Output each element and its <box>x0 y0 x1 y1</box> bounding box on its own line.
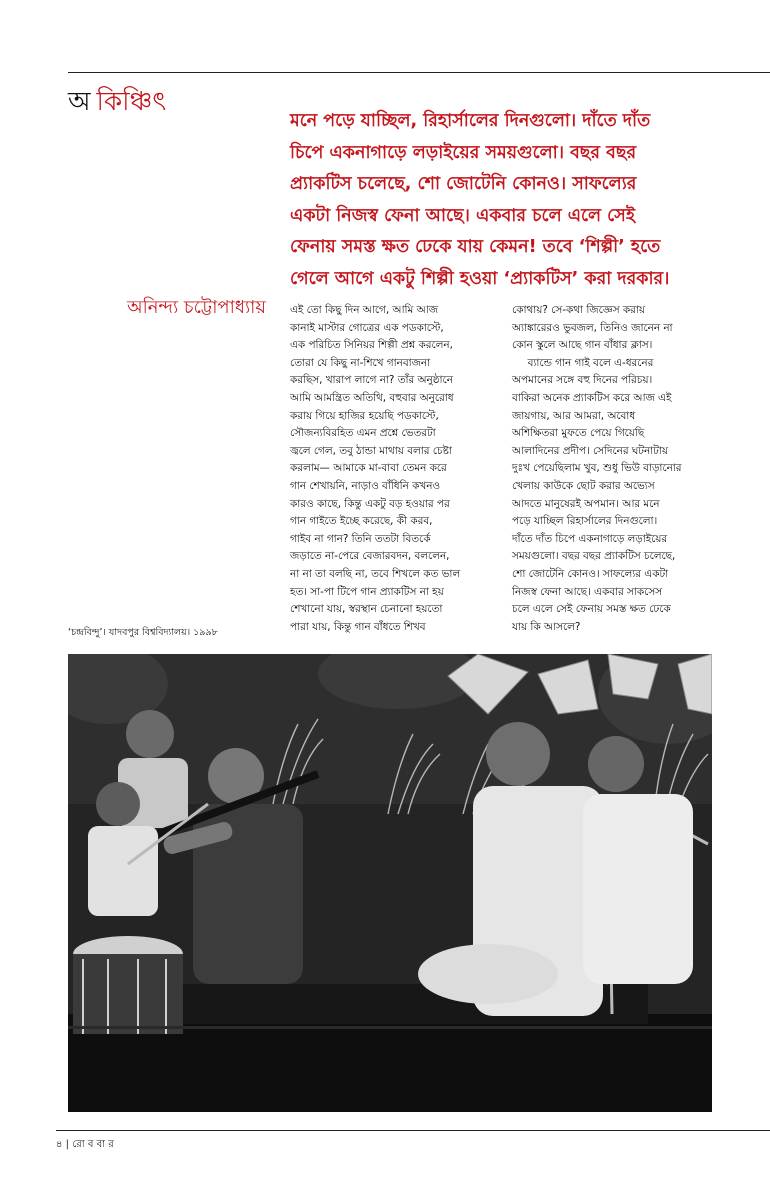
body-column-1 <box>290 302 500 636</box>
body-line: সৌজন্যবিরহিত এমন প্রশ্নে ভেতরটা <box>290 427 436 440</box>
body-line: আলাদিনের প্রদীপ। সেদিনের ঘটনাটায় <box>512 444 668 457</box>
body-line: কারও কাছে, কিন্তু একটু বড় হওয়ার পর <box>290 497 450 510</box>
page-footer: ৪ | রো ব বা র <box>56 1139 114 1150</box>
body-line: হত। সা-পা টিপে গান প্র্যাকটিস না হয় <box>290 585 444 598</box>
body-line: করছিস, খারাপ লাগে না? তাঁর অনুষ্ঠানে <box>290 374 453 387</box>
body-line: আদতে মানুষেরই অপমান। আর মনে <box>512 497 660 510</box>
body-line: খেলায় কাউকে ছোট করার অভ্যেস <box>512 479 655 492</box>
section-prefix: অ <box>68 87 91 117</box>
pull-quote-line: চিপে একনাগাড়ে লড়াইয়ের সময়গুলো। বছর বছর <box>290 142 637 163</box>
body-line: না না তা বলছি না, তবে শিখলে কত ভাল <box>290 567 461 580</box>
body-line: বাকিরা অনেক প্র্যাকটিস করে আজ এই <box>512 391 672 404</box>
body-line: করলাম— আমাকে মা-বাবা তেমন করে <box>290 462 447 475</box>
body-line: সময়গুলো। বছর বছর প্র্যাকটিস চলেছে, <box>512 550 676 563</box>
section-heading <box>68 86 166 118</box>
body-line: এই তো কিছু দিন আগে, আমি আজ <box>290 304 439 316</box>
body-line: কোথায়? সে-কথা জিজ্ঞেস করায় <box>512 304 645 316</box>
body-line: গাইব না গান? তিনি ততটা বিতর্কে <box>290 532 431 545</box>
body-line: পারা যায়, কিন্তু গান বাঁধতে শিখব <box>290 620 426 633</box>
body-line: গান গাইতে ইচ্ছে করেছে, কী করব, <box>290 515 433 528</box>
pull-quote <box>290 106 760 295</box>
author-byline: অনিন্দ্য চট্টোপাধ্যায় <box>127 297 266 318</box>
body-line: এক পরিচিত সিনিয়র শিল্পী প্রশ্ন করলেন, <box>290 339 453 352</box>
band-concert-photo <box>68 654 712 1112</box>
photo-caption: ‘চন্দ্রবিন্দু’। যাদবপুর বিশ্ববিদ্যালয়। ১৯৯৮ <box>68 627 218 638</box>
body-line: শেখানো যায়, স্বরস্থান চেনানো হয়তো <box>290 603 443 616</box>
pull-quote-line: একটা নিজস্ব ফেনা আছে। একবার চলে এলে সেই <box>290 205 635 226</box>
body-line: কানাই মাস্টার গোত্রের এক পডকাস্টে, <box>290 321 444 334</box>
body-line: জায়গায়, আর আমরা, অবোধ <box>512 409 636 422</box>
body-line: চলে এলে সেই ফেনায় সমস্ত ক্ষত ঢেকে <box>512 603 671 616</box>
section-title: কিঞ্চিৎ <box>96 87 167 117</box>
body-line: করায় গিয়ে হাজির হয়েছি পডকাস্টে, <box>290 409 439 422</box>
body-line: ব্যান্ডে গান গাই বলে এ-ধরনের <box>527 356 654 369</box>
top-rule <box>68 72 770 73</box>
body-line: শো জোটেনি কোনও। সাফল্যের একটা <box>512 567 669 580</box>
body-line: জ্বলে গেল, তবু ঠান্ডা মাথায় বলার চেষ্টা <box>290 444 452 457</box>
body-line: আমি আমন্ত্রিত অতিথি, বহুবার অনুরোধ <box>290 391 454 404</box>
body-line: কোন স্কুলে আছে গান বাঁধার ক্লাস। <box>512 339 653 352</box>
bottom-rule <box>56 1130 770 1131</box>
pull-quote-line: প্র্যাকটিস চলেছে, শো জোটেনি কোনও। সাফল্যের <box>290 174 637 194</box>
body-line: জড়াতে না-পেরে বেজারবদন, বললেন, <box>290 550 450 563</box>
body-line: তোরা যে কিছু না-শিখে গানবাজনা <box>290 356 431 369</box>
body-line: গান শেখায়নি, নাড়াও বাঁধিনি কখনও <box>290 479 441 492</box>
body-line: অপমানের সঙ্গে বহু দিনের পরিচয়। <box>512 374 653 387</box>
body-line: নিজস্ব ফেনা আছে। একবার সাকসেস <box>512 585 663 598</box>
body-line: দুঃখ পেয়েছিলাম খুব, শুধু ভিউ বাড়ানোর <box>512 462 682 475</box>
pull-quote-line: গেলে আগে একটু শিল্পী হওয়া ‘প্র্যাকটিস’ করা দরকার। <box>290 268 670 289</box>
body-line: দাঁতে দাঁত চিপে একনাগাড়ে লড়াইয়ের <box>512 532 668 545</box>
body-line: পড়ে যাচ্ছিল রিহার্সালের দিনগুলো। <box>512 515 658 528</box>
body-line: অ্যাঙ্কারেরও ভুবজল, তিনিও জানেন না <box>512 321 673 334</box>
body-column-2 <box>512 302 722 636</box>
pull-quote-line: মনে পড়ে যাচ্ছিল, রিহার্সালের দিনগুলো। দাঁতে দাঁত <box>290 111 651 131</box>
body-line: যায় কি আসলে? <box>512 620 581 633</box>
body-line: অশিক্ষিতরা মুফতে পেয়ে গিয়েছি <box>512 427 645 440</box>
pull-quote-line: ফেনায় সমস্ত ক্ষত ঢেকে যায় কেমন! তবে ‘শিল্পী’ হতে <box>290 237 661 257</box>
